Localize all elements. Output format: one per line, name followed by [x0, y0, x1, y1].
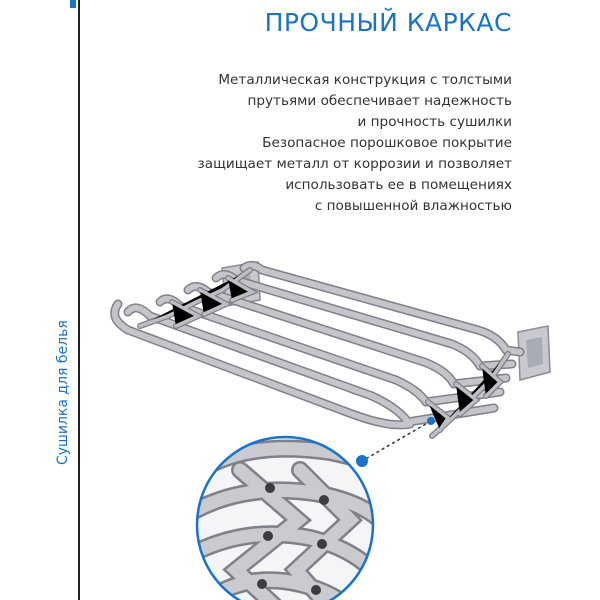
description-line: Безопасное порошковое покрытие	[262, 135, 512, 151]
description-line: использовать ее в помещениях	[285, 177, 512, 193]
callout-anchor-dot	[356, 455, 368, 467]
description-line: защищает металл от коррозии и позволяет	[197, 156, 512, 172]
zoom-detail-circle	[196, 437, 380, 600]
description-line: Металлическая конструкция с толстыми	[218, 72, 512, 88]
description-line: и прочность сушилки	[357, 114, 512, 130]
callout-point-dot	[427, 417, 435, 425]
description-line: прутьями обеспечивает надежность	[247, 93, 512, 109]
description-line: с повышенной влажностью	[314, 198, 512, 214]
feature-heading: ПРОЧНЫЙ КАРКАС	[264, 8, 512, 37]
product-category-label: Сушилка для белья	[55, 320, 71, 465]
